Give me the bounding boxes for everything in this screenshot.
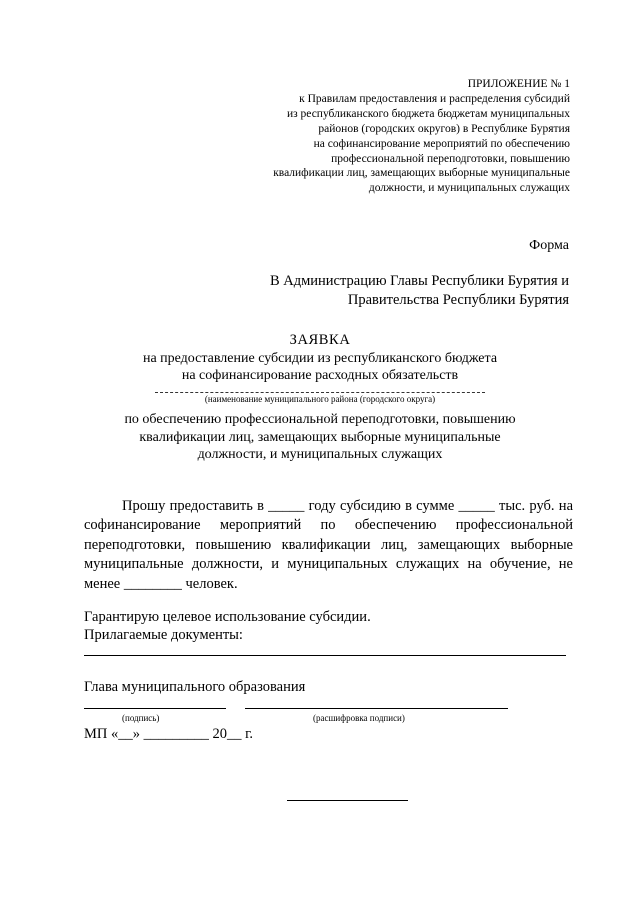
- signature-caption: (подпись): [122, 713, 160, 723]
- annex-line: на софинансирование мероприятий по обеспечению: [313, 137, 570, 150]
- stamp-date-line: МП «__» _________ 20__ г.: [84, 726, 254, 742]
- subtitle-line: квалификации лиц, замещающих выборные муниципальные: [139, 429, 501, 445]
- signature-decode-line: [245, 708, 508, 709]
- subtitle-line: должности, и муниципальных служащих: [197, 447, 443, 462]
- document-subtitle: [0, 350, 640, 384]
- annex-line: из республиканского бюджета бюджетам муниципальных: [286, 107, 570, 120]
- municipality-blank-line: [155, 392, 485, 393]
- signature-line: [84, 708, 226, 709]
- request-paragraph: [84, 497, 573, 594]
- annex-line: районов (городских округов) в Республике Бурятия: [318, 122, 570, 135]
- document-title: ЗАЯВКА: [289, 332, 351, 348]
- municipality-caption: (наименование муниципального района (городского округа): [204, 394, 436, 404]
- addressee-line: В Администрацию Главы Республики Бурятия и: [269, 273, 569, 289]
- guarantee-text: Гарантирую целевое использование субсидии.: [84, 609, 371, 625]
- annex-line: квалификации лиц, замещающих выборные муниципальные: [273, 167, 570, 180]
- addressee-line: Правительства Республики Бурятия: [347, 291, 569, 308]
- annex-header: [190, 77, 570, 196]
- annex-line: к Правилам предоставления и распределения субсидий: [299, 92, 570, 105]
- addressee: [169, 272, 569, 309]
- head-label: Глава муниципального образования: [84, 679, 306, 695]
- form-label: Форма: [529, 238, 569, 253]
- annex-line: должности, и муниципальных служащих: [368, 182, 570, 195]
- request-text: Прошу предоставить в _____ году субсидию в сумме _____ тыс. руб. на софинансирование мероприятий по обеспечению профессиональной переподготовки, повышению квалификации лиц, замещающих выборные муниципальные должности, и муниципальных служащих на обучение, не менее ________ человек.: [84, 498, 573, 592]
- subtitle-line: на предоставление субсидии из республиканского бюджета: [142, 351, 498, 366]
- footer-separator: [287, 800, 408, 801]
- subtitle-line: по обеспечению профессиональной переподготовки, повышению: [124, 412, 516, 427]
- subtitle-line: на софинансирование расходных обязательств: [181, 368, 459, 383]
- attached-documents-label: Прилагаемые документы:: [84, 627, 243, 643]
- attached-documents-line: [84, 655, 566, 656]
- annex-line: профессиональной переподготовки, повышению: [331, 152, 570, 165]
- annex-line: ПРИЛОЖЕНИЕ № 1: [467, 78, 570, 90]
- signature-decode-caption: (расшифровка подписи): [313, 713, 405, 723]
- document-subtitle-continued: [0, 411, 640, 464]
